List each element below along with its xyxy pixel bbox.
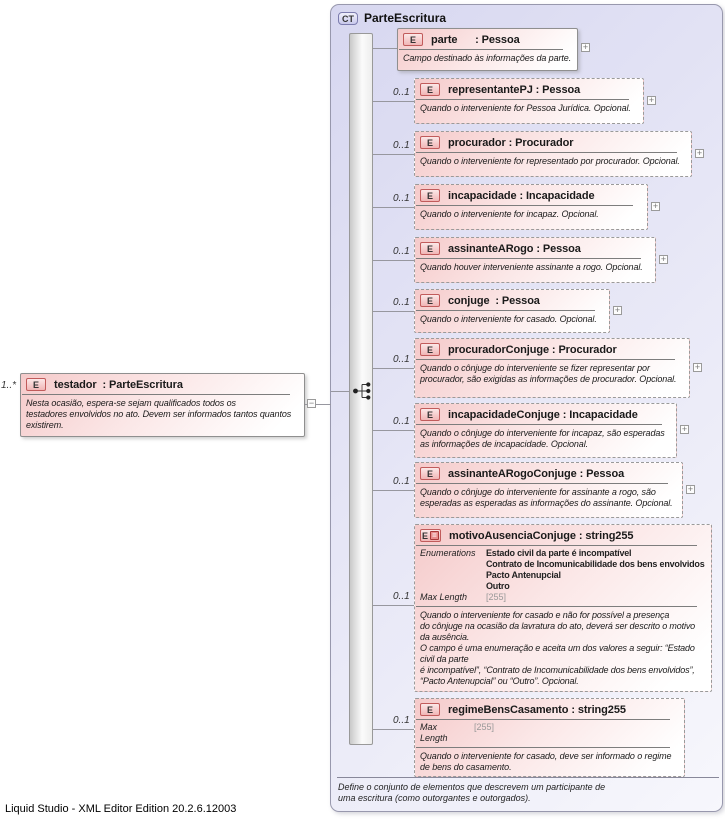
element-title: assinanteARogo : Pessoa	[448, 242, 581, 255]
element-annotation: Quando o interveniente for incapaz. Opcional.	[420, 209, 599, 219]
element-icon-letter: E	[426, 190, 433, 201]
element-icon	[420, 529, 441, 542]
element-icon-letter: E	[426, 137, 433, 148]
element-annotation: Campo destinado às informações da parte.	[403, 53, 572, 63]
element-motivoausenciaconjuge[interactable]	[414, 524, 712, 692]
element-procuradorconjuge[interactable]	[414, 338, 690, 398]
expand-button[interactable]: +	[694, 362, 701, 372]
element-annotation: Quando o interveniente for representado por procurador. Opcional.	[420, 156, 680, 166]
expand-button[interactable]: +	[582, 42, 589, 52]
cardinality-label-testador: 1..*	[1, 380, 17, 391]
element-icon-letter: E	[426, 704, 433, 715]
element-icon-letter: E	[409, 34, 416, 45]
facet-enumeration-values: Estado civil da parte é incompatível Contrato de Incomunicabilidade dos bens envolvidos Pacto Antenupcial Outro	[486, 548, 705, 591]
element-annotation: Quando o interveniente for casado, deve ser informado o regime de bens do casamento.	[420, 751, 672, 772]
cardinality-label: 0..1	[393, 140, 410, 151]
element-title: incapacidadeConjuge : Incapacidade	[448, 408, 638, 421]
connector-line	[373, 48, 397, 49]
element-icon	[420, 408, 440, 421]
element-representantepj[interactable]	[414, 78, 644, 124]
facet-label-enumerations: Enumerations	[420, 548, 476, 558]
element-icon	[420, 343, 440, 356]
element-icon-letter: E	[426, 295, 433, 306]
element-incapacidadeconjuge[interactable]	[414, 403, 677, 458]
cardinality-label: 0..1	[393, 354, 410, 365]
element-icon-letter: E	[422, 530, 429, 541]
cardinality-label: 0..1	[393, 193, 410, 204]
connector-line	[373, 605, 414, 606]
element-annotation: Quando o interveniente for Pessoa Jurídica. Opcional.	[420, 103, 631, 113]
collapse-button[interactable]: −	[308, 398, 315, 408]
sequence-icon[interactable]	[352, 381, 374, 401]
expand-button[interactable]: +	[696, 148, 703, 158]
connector-line	[373, 154, 414, 155]
element-icon	[420, 703, 440, 716]
element-conjuge[interactable]	[414, 289, 610, 333]
element-icon-letter: E	[32, 379, 39, 390]
element-icon-letter: E	[426, 409, 433, 420]
cardinality-label: 0..1	[393, 416, 410, 427]
complextype-header	[331, 5, 722, 25]
element-title: testador : ParteEscritura	[54, 378, 183, 391]
connector-line	[373, 729, 414, 730]
facet-label-maxlength: Max Length	[420, 722, 448, 743]
cardinality-label: 0..1	[393, 476, 410, 487]
simpletype-icon: =	[430, 531, 439, 540]
facets-table	[415, 546, 711, 605]
complextype-title: ParteEscritura	[364, 11, 447, 25]
element-icon-letter: E	[426, 243, 433, 254]
element-regimebenscasamento[interactable]	[414, 698, 685, 777]
element-icon	[420, 467, 440, 480]
status-bar-text: Liquid Studio - XML Editor Edition 20.2.6.12003	[5, 803, 237, 815]
element-icon	[420, 136, 440, 149]
element-title: procurador : Procurador	[448, 136, 574, 149]
element-icon	[420, 294, 440, 307]
connector-line	[373, 207, 414, 208]
cardinality-label: 0..1	[393, 87, 410, 98]
cardinality-label: 0..1	[393, 715, 410, 726]
element-icon	[403, 33, 423, 46]
element-annotation: Nesta ocasião, espera-se sejam qualificados todos os testadores envolvidos no ato. Devem ser informados tantos quantos existirem.	[26, 398, 292, 430]
element-icon	[420, 242, 440, 255]
element-annotation: Quando houver interveniente assinante a rogo. Opcional.	[420, 262, 643, 272]
element-title: procuradorConjuge : Procurador	[448, 343, 617, 356]
footer-divider	[337, 777, 719, 778]
connector-line	[373, 311, 414, 312]
facet-maxlength-value: [255]	[474, 722, 495, 732]
element-annotation: Quando o interveniente for casado e não for possível a presença do cônjuge na ocasião da lavratura do ato, deverá ser descrito o motivo da ausência. O campo é uma enumeração e aceita um dos valores a seguir: “Estado civil da parte é incompatível”, “Contrato de Incomunicabilidade dos bens envolvidos”, “Pacto Antenupcial” ou “Outro”. Opcional.	[420, 610, 696, 686]
element-title: incapacidade : Incapacidade	[448, 189, 595, 202]
connector-line	[373, 260, 414, 261]
element-incapacidade[interactable]	[414, 184, 648, 230]
expand-button[interactable]: +	[681, 424, 688, 434]
connector-line	[373, 490, 414, 491]
connector-line	[373, 101, 414, 102]
element-assinantearogo[interactable]	[414, 237, 656, 283]
element-parte[interactable]	[397, 28, 578, 71]
element-annotation: Quando o cônjuge do interveniente for incapaz, são esperadas as informações de incapacidade. Opcional.	[420, 428, 665, 449]
complextype-annotation: Define o conjunto de elementos que descrevem um participante de uma escritura (como outorgantes e outorgados).	[338, 782, 606, 803]
connector-line	[373, 430, 414, 431]
element-title: motivoAusenciaConjuge : string255	[449, 529, 634, 542]
expand-button[interactable]: +	[660, 254, 667, 264]
expand-button[interactable]: +	[652, 201, 659, 211]
facet-maxlength-value: [255]	[486, 592, 507, 602]
element-icon	[420, 189, 440, 202]
expand-button[interactable]: +	[614, 305, 621, 315]
element-title: assinanteARogoConjuge : Pessoa	[448, 467, 625, 480]
element-annotation: Quando o interveniente for casado. Opcional.	[420, 314, 597, 324]
facet-label-maxlength: Max Length	[420, 592, 468, 602]
element-icon-letter: E	[426, 468, 433, 479]
element-annotation: Quando o cônjuge do interveniente se fizer representar por procurador, são exigidas as informações de procurador. Opcional.	[420, 363, 677, 384]
element-icon	[420, 83, 440, 96]
expand-button[interactable]: +	[648, 95, 655, 105]
cardinality-label: 0..1	[393, 591, 410, 602]
element-icon	[26, 378, 46, 391]
cardinality-label: 0..1	[393, 246, 410, 257]
facets-table	[415, 720, 684, 746]
element-procurador[interactable]	[414, 131, 692, 177]
element-title: conjuge : Pessoa	[448, 294, 540, 307]
expand-button[interactable]: +	[687, 484, 694, 494]
element-icon-letter: E	[426, 344, 433, 355]
element-annotation: Quando o cônjuge do interveniente for assinante a rogo, são esperadas as esperadas as informações do assinante. Opcional.	[420, 487, 673, 508]
cardinality-label: 0..1	[393, 297, 410, 308]
element-testador[interactable]	[20, 373, 305, 437]
complextype-icon: CT	[338, 12, 358, 25]
element-title: representantePJ : Pessoa	[448, 83, 581, 96]
element-title: regimeBensCasamento : string255	[448, 703, 626, 716]
connector-line	[373, 368, 414, 369]
element-assinantearogoconjuge[interactable]	[414, 462, 683, 518]
element-icon-letter: E	[426, 84, 433, 95]
element-title: parte : Pessoa	[431, 33, 520, 46]
